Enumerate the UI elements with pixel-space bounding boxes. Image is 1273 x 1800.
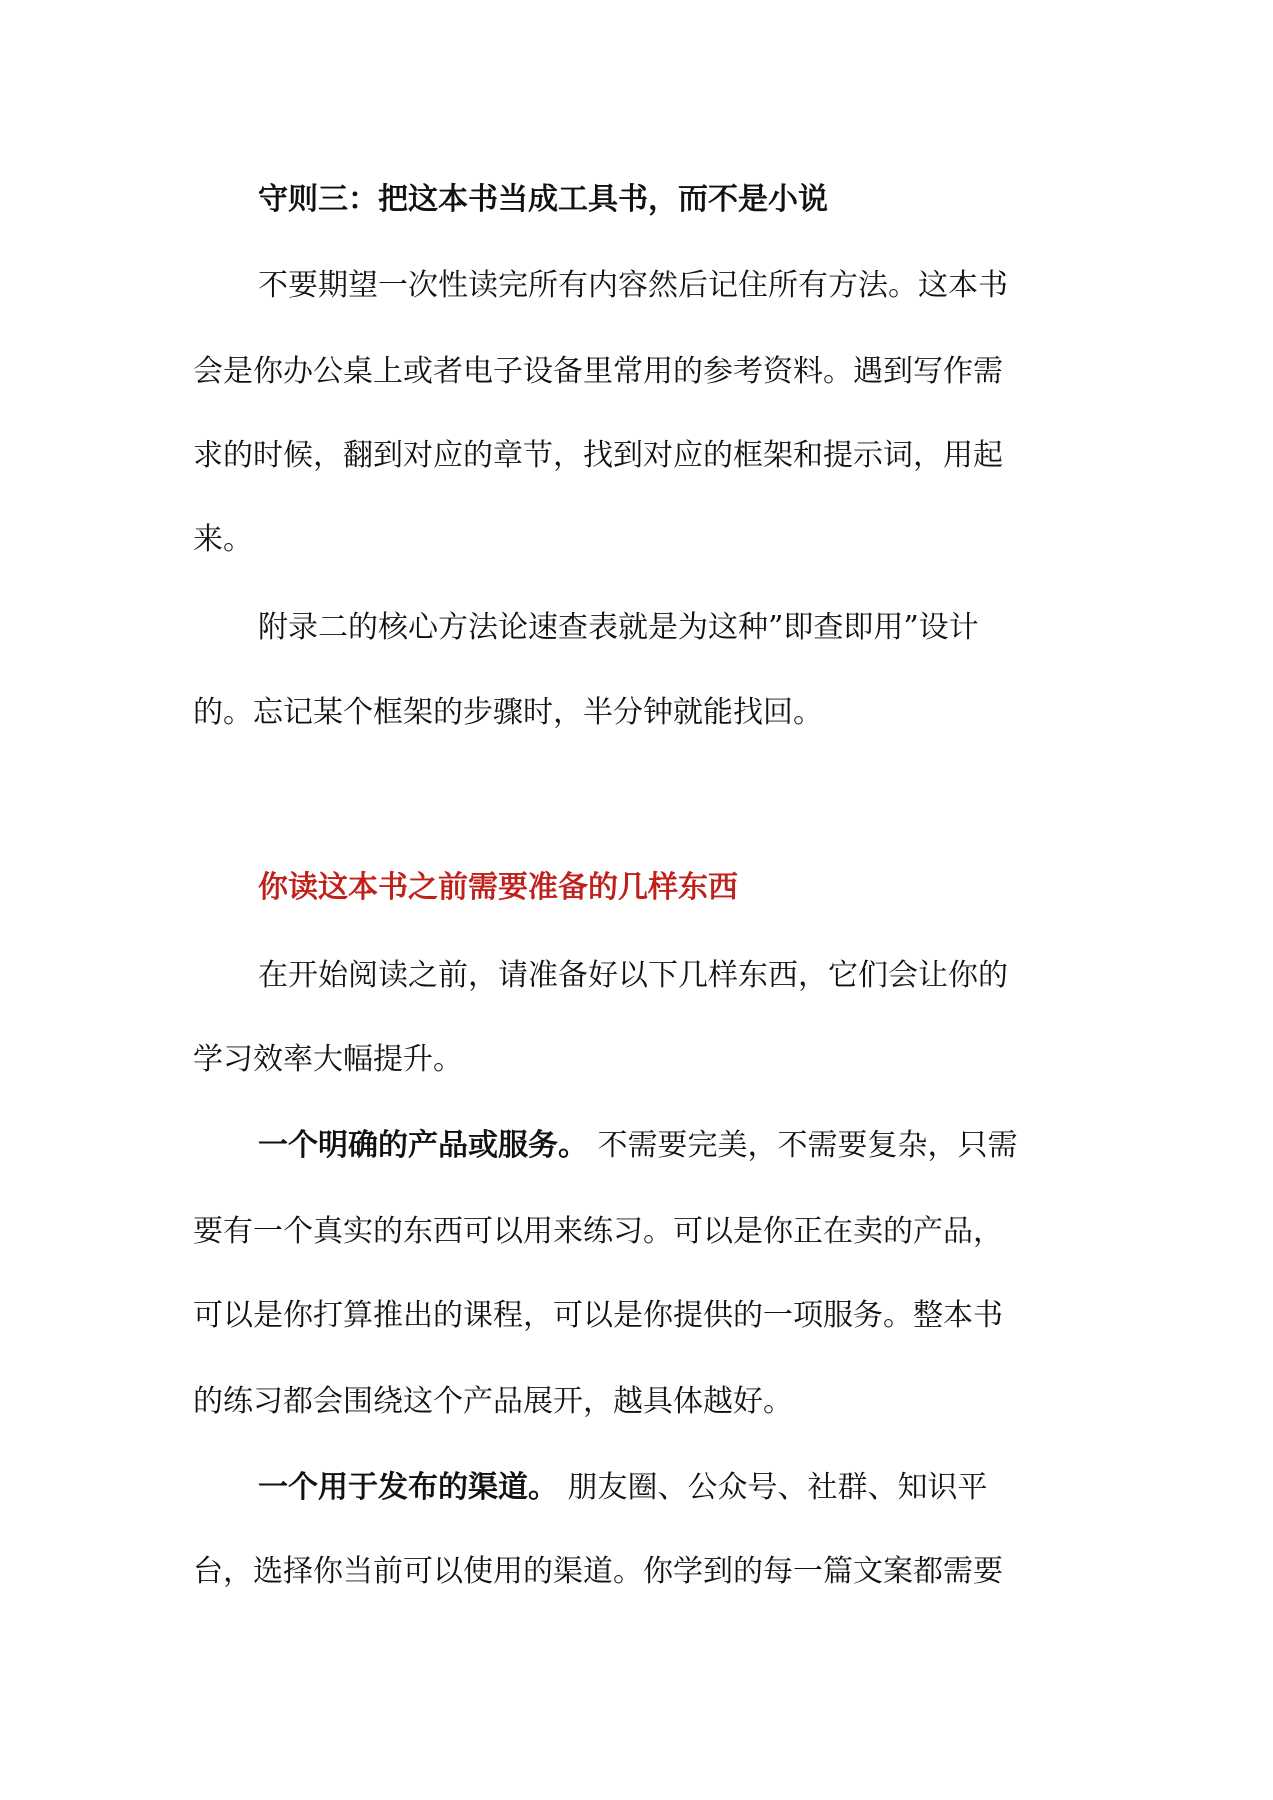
rule3-para1-line1: 不要期望一次性读完所有内容然后记住所有方法。这本书 [258,268,1008,303]
prep-intro-line2: 学习效率大幅提升。 [193,1042,463,1077]
prep-item1-first-line-rest: 不需要完美，不需要复杂，只需 [588,1128,1018,1163]
prep-item1-line2: 要有一个真实的东西可以用来练习。可以是你正在卖的产品， [193,1214,1003,1249]
prep-item1-line1 [258,1126,1158,1166]
rule3-title: 守则三：把这本书当成工具书，而不是小说 [258,182,828,217]
prep-section-heading: 你读这本书之前需要准备的几样东西 [258,870,738,905]
prep-item2-first-line-rest: 朋友圈、公众号、社群、知识平 [558,1470,988,1505]
rule3-para1-line2: 会是你办公桌上或者电子设备里常用的参考资料。遇到写作需 [193,354,1003,389]
prep-item1-line3: 可以是你打算推出的课程，可以是你提供的一项服务。整本书 [193,1298,1003,1333]
rule3-para2-line1: 附录二的核心方法论速查表就是为这种”即查即用”设计 [258,610,979,645]
rule3-para1-line4: 来。 [193,522,253,557]
prep-item2-lead: 一个用于发布的渠道。 [258,1470,558,1505]
prep-item2-line1 [258,1468,1158,1508]
prep-item2-line2: 台，选择你当前可以使用的渠道。你学到的每一篇文案都需要 [193,1554,1003,1589]
rule3-para2-line2: 的。忘记某个框架的步骤时，半分钟就能找回。 [193,695,823,730]
prep-item1-lead: 一个明确的产品或服务。 [258,1128,588,1163]
rule3-para1-line3: 求的时候，翻到对应的章节，找到对应的框架和提示词，用起 [193,438,1003,473]
prep-intro-line1: 在开始阅读之前，请准备好以下几样东西，它们会让你的 [258,958,1008,993]
prep-item1-line4: 的练习都会围绕这个产品展开，越具体越好。 [193,1384,793,1419]
